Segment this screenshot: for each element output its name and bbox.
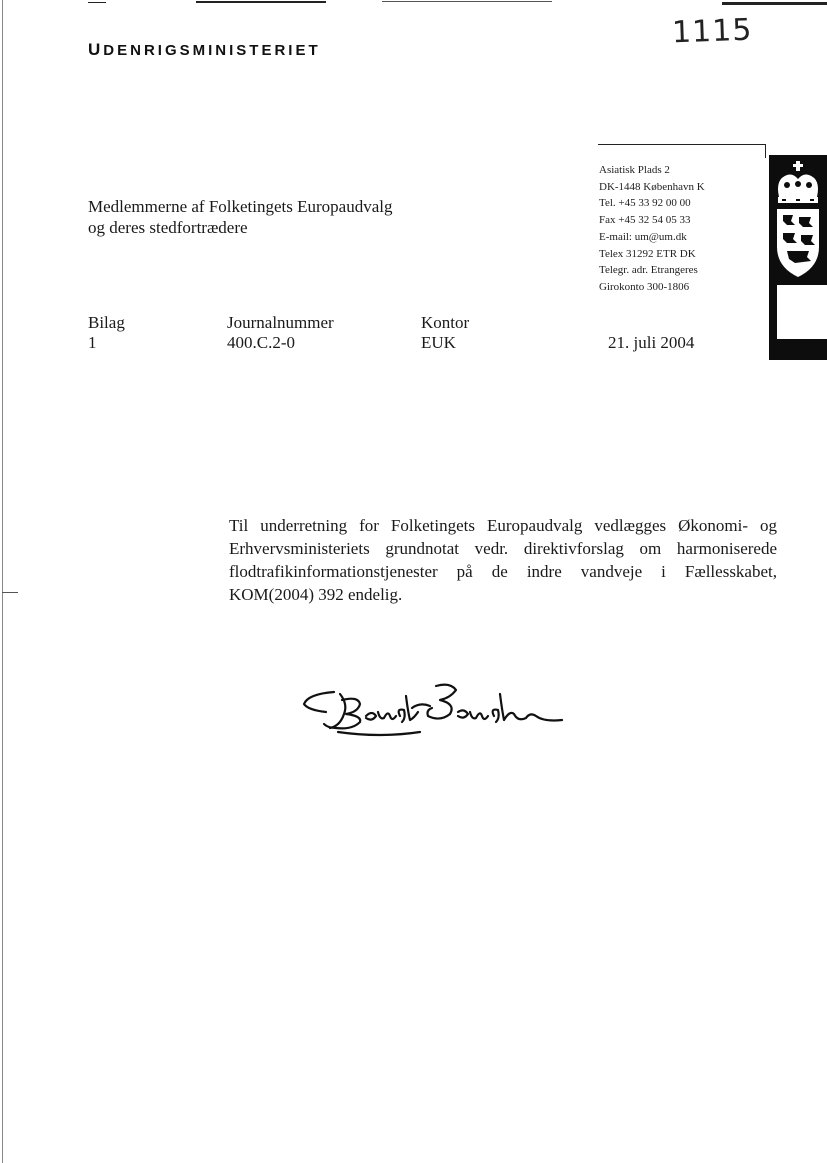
journal-label: Journalnummer xyxy=(227,313,334,332)
emblem-white-panel xyxy=(777,285,827,339)
scan-artifact-top-1 xyxy=(88,2,106,3)
scan-artifact-top-3 xyxy=(382,1,552,2)
bilag-value: 1 xyxy=(88,333,97,352)
journal-value: 400.C.2-0 xyxy=(227,333,295,352)
ministry-name xyxy=(88,40,321,60)
address-block xyxy=(599,162,705,296)
scan-artifact-left-edge xyxy=(2,0,3,1163)
ministry-name-rest: DENRIGSMINISTERIET xyxy=(103,42,321,59)
kontor-label: Kontor xyxy=(421,313,470,332)
address-phone: Tel. +45 33 92 00 00 xyxy=(599,197,691,210)
address-telegram: Telegr. adr. Etrangeres xyxy=(599,264,698,277)
handwritten-signature xyxy=(300,682,570,742)
address-postal: DK-1448 København K xyxy=(599,180,705,193)
kontor-value: EUK xyxy=(421,333,456,352)
letter-body: Til underretning for Folketingets Europaudvalg vedlægges Økonomi- og Erhvervsministeriets grundnotat vedr. direktivforslag om harmoniserede flodtrafikinformationstjenester på de indre vandveje i Fællesskabet, KOM(2004) 392 endelig. xyxy=(229,516,777,604)
address-divider-top xyxy=(598,144,765,145)
address-street: Asiatisk Plads 2 xyxy=(599,164,670,176)
recipient-line-1: Medlemmerne af Folketingets Europaudvalg xyxy=(88,197,393,216)
bilag-label: Bilag xyxy=(88,313,125,332)
address-email: E-mail: um@um.dk xyxy=(599,230,687,243)
ministry-name-initial: U xyxy=(88,40,104,59)
scan-artifact-top-2 xyxy=(196,1,326,3)
address-fax: Fax +45 32 54 05 33 xyxy=(599,214,691,227)
scan-artifact-top-4 xyxy=(722,2,827,5)
coat-of-arms-emblem xyxy=(769,155,827,360)
address-divider-right xyxy=(765,144,766,158)
scan-artifact-left-mark xyxy=(2,592,18,593)
handwritten-document-number: 1115 xyxy=(671,12,753,51)
letter-date: 21. juli 2004 xyxy=(608,333,695,352)
recipient-line-2: og deres stedfortrædere xyxy=(88,218,248,237)
address-giro: Girokonto 300-1806 xyxy=(599,280,690,293)
recipient-block xyxy=(88,196,393,238)
crown-shield-icon xyxy=(769,155,827,285)
address-telex: Telex 31292 ETR DK xyxy=(599,247,696,260)
